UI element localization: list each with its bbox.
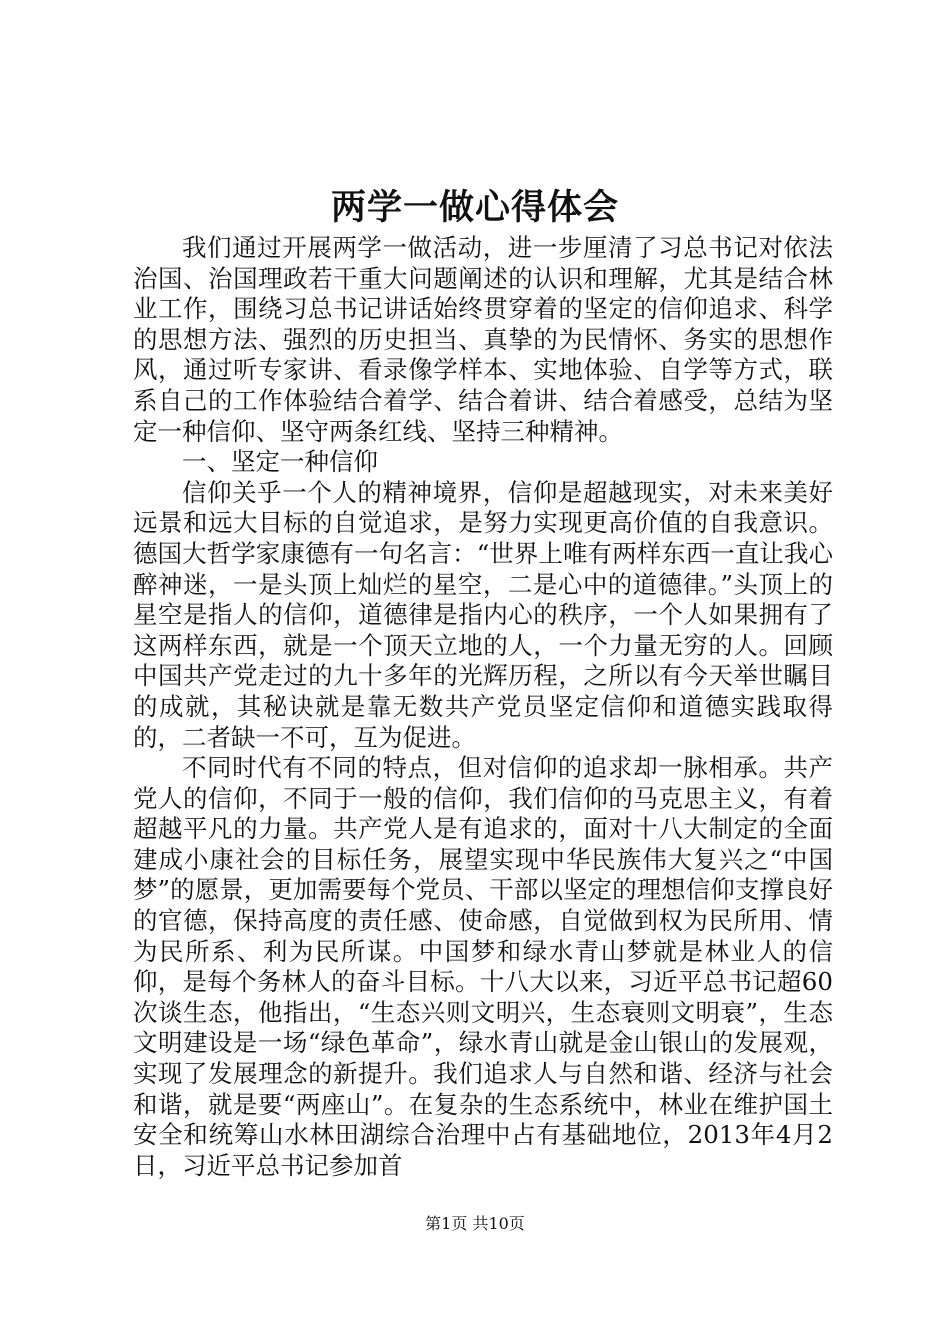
paragraph-belief: 信仰关乎一个人的精神境界，信仰是超越现实，对未来美好远景和远大目标的自觉追求，是努力实现更高价值的自我意识。德国大哲学家康德有一句名言：“世界上唯有两样东西一直让我心醉神迷，一是头顶上灿烂的星空，二是心中的道德律。”头顶上的星空是指人的信仰，道德律是指内心的秩序，一个人如果拥有了这两样东西，就是一个顶天立地的人，一个力量无穷的人。回顾中国共产党走过的九十多年的光辉历程，之所以有今天举世瞩目的成就，其秘诀就是靠无数共产党员坚定信仰和道德实践取得的，二者缺一不可，互为促进。: [133, 477, 833, 752]
section-heading-1: 一、坚定一种信仰: [182, 447, 378, 477]
document-body: [133, 233, 833, 1181]
page-footer: 第1页 共10页: [425, 1214, 525, 1233]
paragraph-intro: 我们通过开展两学一做活动，进一步厘清了习总书记对依法治国、治国理政若干重大问题阐述的认识和理解，尤其是结合林业工作，围绕习总书记讲话始终贯穿着的坚定的信仰追求、科学的思想方法、强烈的历史担当、真挚的为民情怀、务实的思想作风，通过听专家讲、看录像学样本、实地体验、自学等方式，联系自己的工作体验结合着学、结合着讲、结合着感受，总结为坚定一种信仰、坚守两条红线、坚持三种精神。: [133, 233, 833, 446]
paragraph-era: 不同时代有不同的特点，但对信仰的追求却一脉相承。共产党人的信仰，不同于一般的信仰，我们信仰的马克思主义，有着超越平凡的力量。共产党人是有追求的，面对十八大制定的全面建成小康社会的目标任务，展望实现中华民族伟大复兴之“中国梦”的愿景，更加需要每个党员、干部以坚定的理想信仰支撑良好的官德，保持高度的责任感、使命感，自觉做到权为民所用、情为民所系、利为民所谋。中国梦和绿水青山梦就是林业人的信仰，是每个务林人的奋斗目标。十八大以来，习近平总书记超60次谈生态，他指出，“生态兴则文明兴，生态衰则文明衰”，生态文明建设是一场“绿色革命”，绿水青山就是金山银山的发展观，实现了发展理念的新提升。我们追求人与自然和谐、经济与社会和谐，就是要“两座山”。在复杂的生态系统中，林业在维护国土安全和统筹山水林田湖综合治理中占有基础地位，2013年4月2日，习近平总书记参加首: [133, 753, 833, 1180]
document-title: 两学一做心得体会: [330, 187, 619, 228]
